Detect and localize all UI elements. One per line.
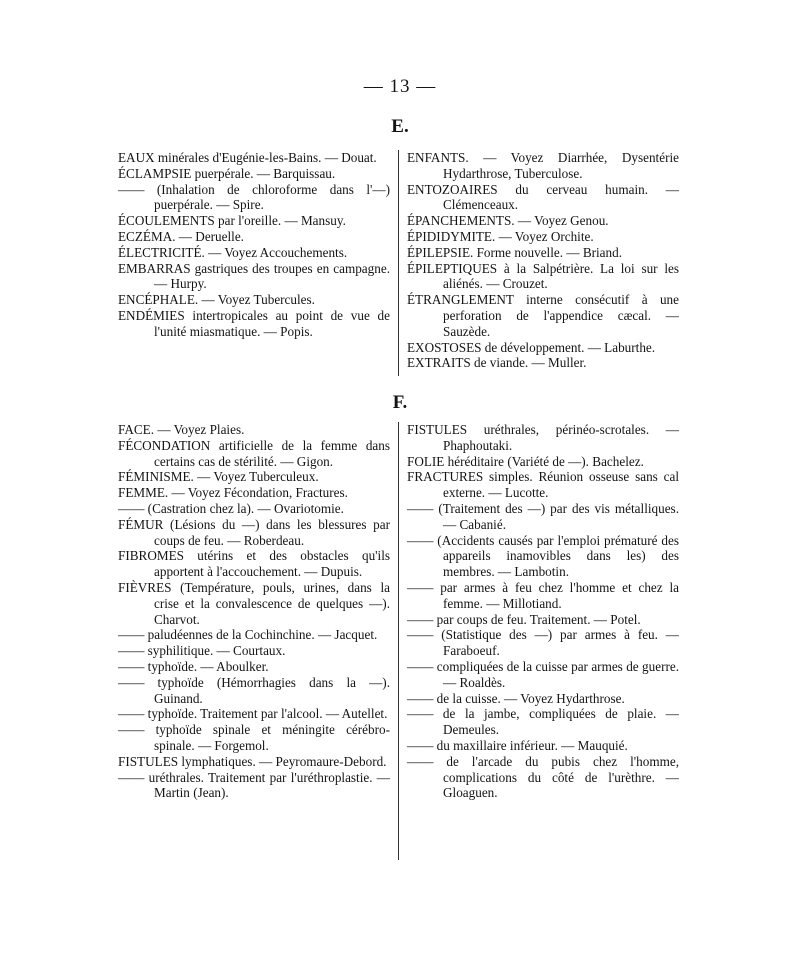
index-entry: —— par coups de feu. Traitement. — Potel. [407, 611, 641, 627]
index-entry: —— de la jambe, compliquées de plaie. — Demeules. [407, 706, 679, 738]
index-entry: ENTOZOAIRES du cerveau humain. — Clémenceaux. [407, 181, 679, 213]
index-entry: ENCÉPHALE. — Voyez Tubercules. [118, 292, 315, 308]
index-entry: FOLIE héréditaire (Variété de —). Bachelez. [407, 453, 644, 469]
index-entry: FÉMINISME. — Voyez Tuberculeux. [118, 469, 319, 485]
index-entry: ÉPANCHEMENTS. — Voyez Genou. [407, 213, 609, 229]
index-entry: ÉCLAMPSIE puerpérale. — Barquissau. [118, 165, 336, 181]
index-entry: EXTRAITS de viande. — Muller. [407, 355, 587, 371]
index-entry: —— typhoïde (Hémorrhagies dans la —). Guinand. [118, 674, 390, 706]
index-entry: ÉCOULEMENTS par l'oreille. — Mansuy. [118, 213, 346, 229]
index-entry: —— de l'arcade du pubis chez l'homme, complications du côté de l'urèthre. — Gloaguen. [407, 753, 679, 801]
index-entry: —— de la cuisse. — Voyez Hydarthrose. [407, 690, 625, 706]
index-entry: —— (Inhalation de chloroforme dans l'—) puerpérale. — Spire. [118, 181, 390, 213]
index-entry: —— (Traitement des —) par des vis métalliques. — Cabanié. [407, 500, 679, 532]
index-entry: —— par armes à feu chez l'homme et chez la femme. — Millotiand. [407, 579, 679, 611]
index-entry: —— paludéennes de la Cochinchine. — Jacquet. [118, 627, 378, 643]
index-entry: FRACTURES simples. Réunion osseuse sans cal externe. — Lucotte. [407, 469, 679, 501]
section-e-right-column [407, 150, 679, 371]
index-entry: EMBARRAS gastriques des troupes en campagne. — Hurpy. [118, 260, 390, 292]
index-entry: FISTULES uréthrales, périnéo-scrotales. — Phaphoutaki. [407, 422, 679, 453]
index-entry: —— typhoïde. Traitement par l'alcool. — Autellet. [118, 706, 388, 722]
index-entry: —— compliquées de la cuisse par armes de guerre. — Roaldès. [407, 658, 679, 690]
section-f-right-column [407, 422, 679, 801]
index-entry: FÉCONDATION artificielle de la femme dans certains cas de stérilité. — Gigon. [118, 437, 390, 469]
index-entry: —— typhoïde. — Aboulker. [118, 658, 269, 674]
index-entry: FISTULES lymphatiques. — Peyromaure-Debord. [118, 753, 387, 769]
index-entry: FÉMUR (Lésions du —) dans les blessures par coups de feu. — Roberdeau. [118, 516, 390, 548]
section-letter-f: F. [392, 392, 408, 413]
index-entry: —— du maxillaire inférieur. — Mauquié. [407, 737, 628, 753]
index-entry: —— (Castration chez la). — Ovariotomie. [118, 500, 344, 516]
page-number: — 13 — [363, 76, 437, 97]
index-entry: ÉLECTRICITÉ. — Voyez Accouchements. [118, 244, 348, 260]
section-letter-e: E. [391, 116, 409, 137]
index-entry: —— syphilitique. — Courtaux. [118, 643, 286, 659]
index-entry: ENFANTS. — Voyez Diarrhée, Dysentérie Hydarthrose, Tuberculose. [407, 150, 679, 181]
index-entry: FIBROMES utérins et des obstacles qu'ils apportent à l'accouchement. — Dupuis. [118, 548, 390, 580]
index-entry: ENDÉMIES intertropicales au point de vue de l'unité miasmatique. — Popis. [118, 307, 390, 339]
index-entry: FEMME. — Voyez Fécondation, Fractures. [118, 485, 348, 501]
section-e-left-column [118, 150, 390, 340]
index-entry: —— (Statistique des —) par armes à feu. — Faraboeuf. [407, 627, 679, 659]
index-entry: —— uréthrales. Traitement par l'uréthroplastie. — Martin (Jean). [118, 769, 390, 801]
section-f-left-column [118, 422, 390, 801]
index-entry: ÉTRANGLEMENT interne consécutif à une perforation de l'appendice cæcal. — Sauzède. [407, 292, 679, 339]
index-entry: FIÈVRES (Température, pouls, urines, dans la crise et la convalescence de quelques —). Charvot. [118, 579, 390, 627]
index-entry: —— (Accidents causés par l'emploi prématuré des appareils inamovibles dans les) des membres. — Lambotin. [407, 532, 679, 580]
index-entry: ÉPIDIDYMITE. — Voyez Orchite. [407, 228, 594, 244]
section-f-column-divider [398, 422, 399, 860]
index-entry: ECZÉMA. — Deruelle. [118, 228, 244, 244]
index-entry: ÉPILEPSIE. Forme nouvelle. — Briand. [407, 244, 623, 260]
index-entry: —— typhoïde spinale et méningite cérébro-spinale. — Forgemol. [118, 722, 390, 753]
index-entry: EAUX minérales d'Eugénie-les-Bains. — Douat. [118, 150, 377, 165]
index-entry: EXOSTOSES de développement. — Laburthe. [407, 339, 656, 355]
index-entry: ÉPILEPTIQUES à la Salpétrière. La loi sur les aliénés. — Crouzet. [407, 260, 679, 292]
section-e-column-divider [398, 150, 399, 376]
index-entry: FACE. — Voyez Plaies. [118, 422, 245, 437]
